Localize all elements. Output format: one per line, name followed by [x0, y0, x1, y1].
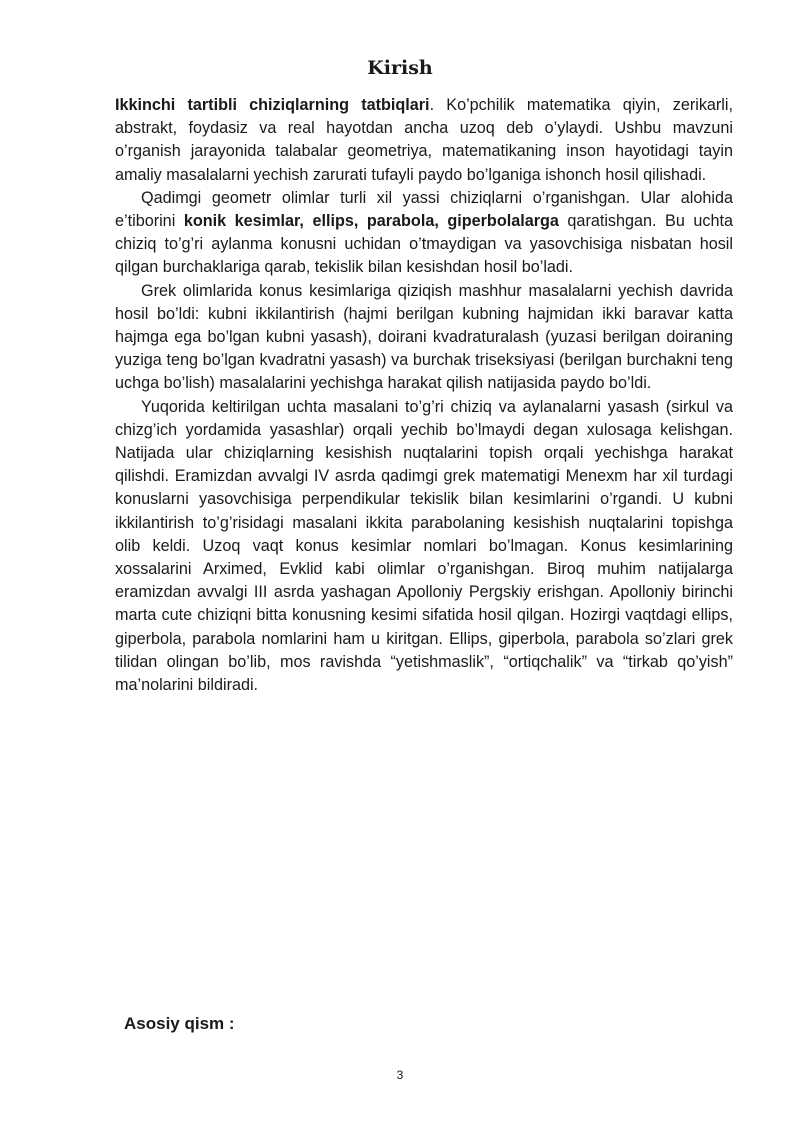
- paragraph-1-bold-lead: Ikkinchi tartibli chiziqlarning tatbiqlari: [115, 96, 430, 114]
- paragraph-4: Yuqorida keltirilgan uchta masalani to’g’ri chiziq va aylanalarni yasash (sirkul va chizg’ich yordamida yasashlar) orqali yechib bo’lmaydi degan xulosaga kelishgan. Natijada ular chiziqlarning kesishish nuqtalarini topish orqali yechishga harakat qilishdi. Eramizdan avvalgi IV asrda qadimgi grek matematigi Menexm har xil turdagi konuslarni yasovchisiga perpendikular tekislik bilan kesimlarini o’rgandi. U kubni ikkilantirish to’g’risidagi masalani ikkita parabolaning kesishish nuqtalarini topishga olib keldi. Uzoq vaqt konus kesimlar nomlari bo’lmagan. Konus kesimlarining xossalarini Arximed, Evklid kabi olimlar o’rganishgan. Biroq muhim natijalarga eramizdan avvalgi III asrda yashagan Apolloniy Pergskiy erishgan. Apolloniy birinchi marta cute chiziqni bitta konusning kesimi sifatida hosil qilgan. Hozirgi vaqtdagi ellips, giperbola, parabola nomlarini ham u kiritgan. Ellips, giperbola, parabola so’zlari grek tilidan olingan bo’lib, mos ravishda “yetishmaslik”, “ortiqchalik” va “tirkab qo’yish” ma’nolarini bildiradi.: [115, 397, 733, 695]
- paragraph-2-text-before: Qadimgi geometr olimlar turli xil yassi chiziqlarni o’rganishgan. Ular alohida e’tiborini: [115, 188, 733, 231]
- paragraph-2: [115, 187, 733, 280]
- paragraph-2-text-after: qaratishgan. Bu uchta chiziq to’g’ri aylanma konusni uchidan o’tmaydigan va yasovchisiga nisbatan hosil qilgan burchaklariga qarab, tekislik bilan kesishdan hosil bo’ladi.: [115, 212, 733, 277]
- section-heading: Asosiy qism :: [124, 1014, 235, 1033]
- paragraph-3: Grek olimlarida konus kesimlariga qiziqish mashhur masalalarni yechish davrida hosil bo’ldi: kubni ikkilantirish (hajmi berilgan kubning hajmidan ikki baravar katta hajmga ega bo’lgan kubni yasash), doirani kvadraturalash (yuzasi berilgan doiraning yuziga teng bo’lgan kvadratni yasash) va burchak triseksiyasi (berilgan burchakni teng uchga bo’lish) masalalarini yechishga harakat qilish natijasida paydo bo’ldi.: [115, 281, 733, 393]
- page-number: 3: [396, 1068, 404, 1082]
- paragraph-1-text: . Ko’pchilik matematika qiyin, zerikarli, abstrakt, foydasiz va real hayotdan ancha uzoq deb o’ylaydi. Ushbu mavzuni o’rganish jarayonida talabalar geometriya, matematikaning inson hayotidagi tayin amaliy masalalarni yechish zarurati tufayli paydo bo’lganiga ishonch hosil qilishadi.: [115, 96, 733, 184]
- page-title: Kirish: [367, 57, 433, 79]
- paragraph-2-bold: konik kesimlar, ellips, parabola, giperbolalarga: [183, 212, 559, 231]
- paragraph-1: [115, 94, 733, 187]
- body-text: [115, 94, 733, 697]
